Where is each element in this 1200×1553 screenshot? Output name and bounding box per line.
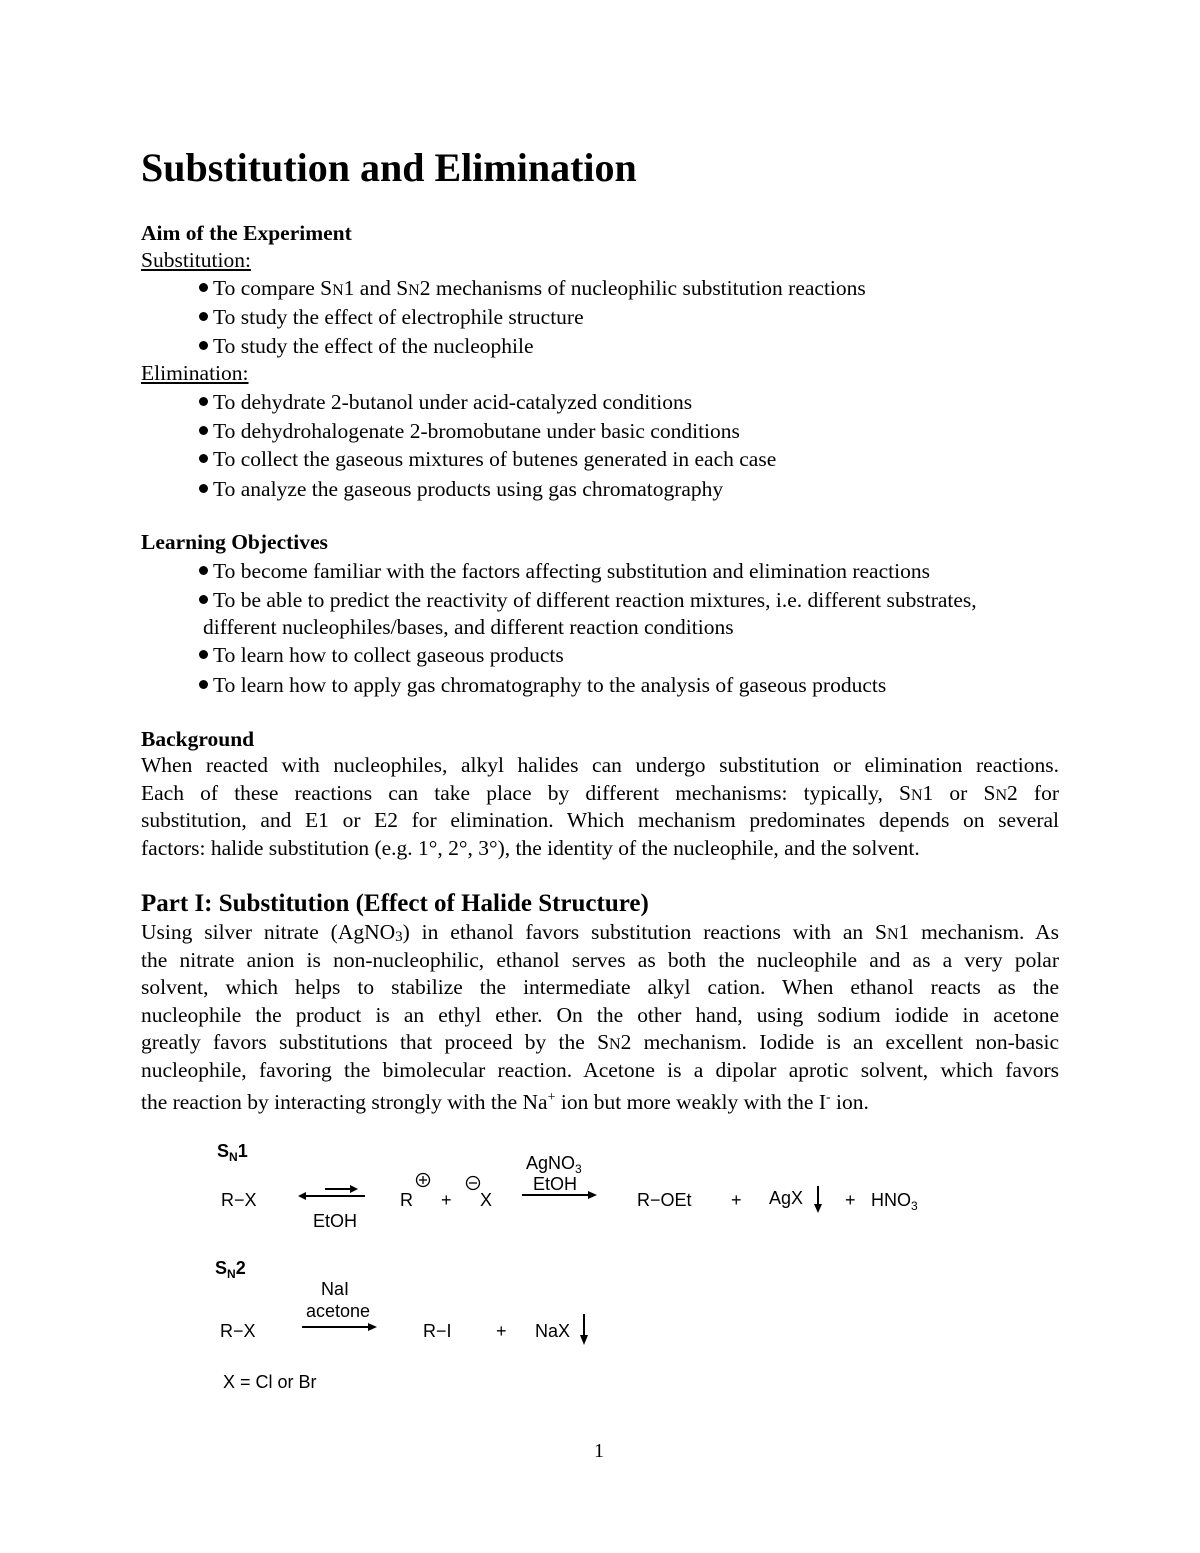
list-item: To learn how to apply gas chromatography to the analysis of gaseous products [199, 672, 886, 699]
sn1-reagent: AgNO$_3$ [526, 1153, 582, 1176]
part1-heading: Part I: Substitution (Effect of Halide Structure) [141, 890, 649, 917]
aim-heading: Aim of the Experiment [141, 221, 352, 245]
list-item-continuation: different nucleophiles/bases, and different reaction conditions [203, 615, 734, 639]
text-line: the nitrate anion is non-nucleophilic, ethanol serves as both the nucleophile and as a very polar [141, 947, 1059, 972]
text-line: nucleophile the product is an ethyl ether. On the other hand, using sodium iodide in acetone [141, 1002, 1059, 1027]
sn1-anion: X [480, 1190, 493, 1210]
sn1-cation: R [400, 1190, 413, 1210]
list-item: To study the effect of electrophile structure [199, 304, 584, 331]
text-line: Each of these reactions can take place by different mechanisms: typically, SN1 or SN2 for [141, 780, 1059, 805]
page-number: 1 [594, 1440, 604, 1462]
list-item: To compare SN1 and SN2 mechanisms of nucleophilic substitution reactions [199, 275, 866, 304]
sn1-reactant: R−X [221, 1190, 257, 1210]
sn2-product-iodide: R−I [423, 1321, 452, 1341]
substitution-label: Substitution: [141, 248, 251, 272]
list-item: To collect the gaseous mixtures of butenes generated in each case [199, 446, 776, 473]
reaction-arrow-icon [302, 1323, 377, 1331]
precipitate-arrow-icon [580, 1314, 588, 1345]
list-item: To study the effect of the nucleophile [199, 333, 534, 360]
sn2-label: $S_N2$ [215, 1258, 246, 1281]
text-line: the reaction by interacting strongly with the Na+ ion but more weakly with the I- ion. [141, 1090, 869, 1114]
list-item: To learn how to collect gaseous products [199, 642, 564, 669]
negative-charge-icon [467, 1177, 480, 1190]
sn1-precipitate: AgX [769, 1188, 804, 1208]
list-item: To analyze the gaseous products using gas chromatography [199, 476, 723, 503]
plus-sign: + [845, 1190, 856, 1210]
list-item: To dehydrohalogenate 2-bromobutane under basic conditions [199, 418, 740, 445]
list-item: To dehydrate 2-butanol under acid-catalyzed conditions [199, 389, 692, 416]
background-heading: Background [141, 727, 255, 751]
text-line: Using silver nitrate (AgNO3) in ethanol favors substitution reactions with an SN1 mechanism. As [141, 920, 1060, 945]
plus-sign: + [731, 1190, 742, 1210]
sn1-equilibrium-solvent: EtOH [313, 1211, 358, 1231]
text-line: factors: halide substitution (e.g. 1°, 2°, 3°), the identity of the nucleophile, and the solvent. [141, 835, 920, 860]
list-item: To become familiar with the factors affecting substitution and elimination reactions [199, 558, 930, 585]
precipitate-arrow-icon [814, 1186, 822, 1213]
sn1-acid: $HNO_3$ [871, 1190, 918, 1213]
objectives-heading: Learning Objectives [141, 530, 328, 554]
sn1-label: $S_N1$ [217, 1141, 248, 1164]
sn2-solvent: acetone [306, 1301, 371, 1321]
elimination-label: Elimination: [141, 361, 249, 385]
text-line: solvent, which helps to stabilize the intermediate alkyl cation. When ethanol reacts as the [141, 975, 1059, 999]
positive-charge-icon [417, 1174, 430, 1187]
text-line: When reacted with nucleophiles, alkyl halides can undergo substitution or elimination reactions. [141, 753, 1059, 777]
reaction-arrow-icon [522, 1191, 597, 1199]
page-title: Substitution and Elimination [141, 145, 637, 190]
sn2-reactant: R−X [220, 1321, 256, 1341]
plus-sign: + [496, 1321, 507, 1341]
sn2-precipitate: NaX [535, 1321, 571, 1341]
text-line: substitution, and E1 or E2 for elimination. Which mechanism predominates depends on several [141, 808, 1059, 832]
sn1-solvent: EtOH [533, 1174, 578, 1194]
sn2-reagent: NaI [321, 1279, 350, 1299]
sn1-product-ether: R−OEt [637, 1190, 692, 1210]
list-item: To be able to predict the reactivity of different reaction mixtures, i.e. different substrates, [199, 587, 977, 614]
text-line: nucleophile, favoring the bimolecular reaction. Acetone is a dipolar aprotic solvent, which favors [141, 1057, 1059, 1082]
equilibrium-arrow-icon [298, 1185, 365, 1200]
plus-sign: + [441, 1190, 452, 1210]
halide-definition: X = Cl or Br [223, 1372, 317, 1392]
text-line: greatly favors substitutions that proceed by the SN2 mechanism. Iodide is an excellent non-basic [141, 1030, 1060, 1054]
